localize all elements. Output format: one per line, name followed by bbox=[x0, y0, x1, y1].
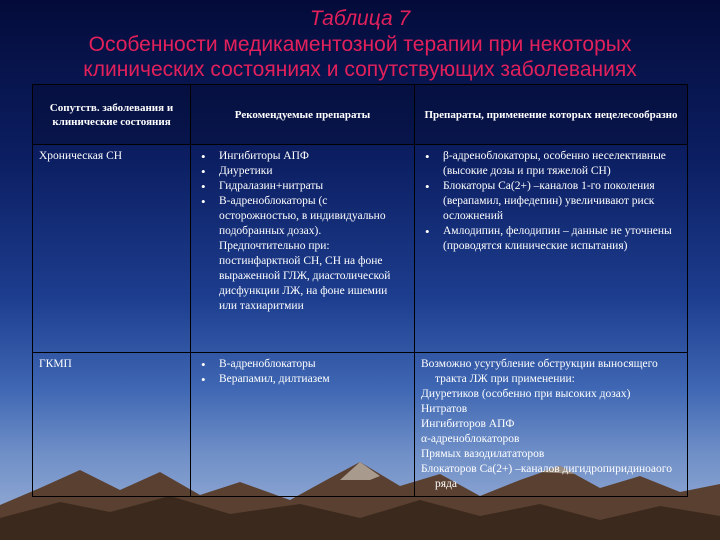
list-item: • Диуретики bbox=[219, 164, 408, 179]
not-recommended-list bbox=[421, 149, 681, 254]
table-row bbox=[33, 353, 688, 497]
text-line: Прямых вазодилататоров bbox=[421, 448, 545, 460]
list-item: • Гидралазин+нитраты bbox=[219, 179, 408, 194]
table-row bbox=[33, 145, 688, 353]
not-recommended-cell bbox=[415, 145, 688, 353]
list-item: • Амлодипин, фелодипин – данные не уточнены (проводятся клинические испытания) bbox=[443, 224, 681, 254]
text-line: Возможно усугубление обструкции выносящего тракта ЛЖ при применении: bbox=[421, 358, 658, 385]
condition-cell: Хроническая СН bbox=[33, 145, 191, 353]
text-line: Диуретиков (особенно при высоких дозах) bbox=[421, 388, 631, 400]
page-title-line-2: клинических состояниях и сопутствующих заболеваниях bbox=[83, 58, 637, 81]
recommended-list bbox=[197, 149, 408, 314]
text-line: Блокаторов Са(2+) –каналов дигидропиридиноаого ряда bbox=[421, 463, 672, 490]
header-not-recommended: Препараты, применение которых нецелесообразно bbox=[415, 85, 688, 145]
text-line: Ингибиторов АПФ bbox=[421, 418, 515, 430]
list-item: • Верапамил, дилтиазем bbox=[219, 372, 408, 387]
list-item: • Блокаторы Са(2+) –каналов 1-го поколения (верапамил, нифедепин) увеличивают риск осложнений bbox=[443, 179, 681, 224]
recommended-list bbox=[197, 357, 408, 387]
recommended-cell bbox=[191, 353, 415, 497]
page-title-line-1: Особенности медикаментозной терапии при некоторых bbox=[88, 33, 632, 56]
title-block bbox=[0, 6, 720, 82]
list-item: • В-адреноблокаторы bbox=[219, 357, 408, 372]
condition-cell: ГКМП bbox=[33, 353, 191, 497]
text-line: α-адреноблокаторов bbox=[421, 433, 520, 445]
list-item: • Ингибиторы АПФ bbox=[219, 149, 408, 164]
recommended-cell bbox=[191, 145, 415, 353]
not-recommended-cell bbox=[415, 353, 688, 497]
list-item: • В-адреноблокаторы (с осторожностью, в индивидуально подобранных дозах). Предпочтительно при: постинфарктной СН, СН на фоне выраженной ГЛЖ, диастолической дисфункции ЛЖ, на фоне ишемии или тахиаритмии bbox=[219, 194, 408, 314]
header-condition: Сопутств. заболевания и клинические состояния bbox=[33, 85, 191, 145]
header-recommended: Рекомендуемые препараты bbox=[191, 85, 415, 145]
list-item: • β-адреноблокаторы, особенно неселективные (высокие дозы и при тяжелой СН) bbox=[443, 149, 681, 179]
table-number: Таблица 7 bbox=[309, 7, 411, 30]
table-header-row bbox=[33, 85, 688, 145]
text-line: Нитратов bbox=[421, 403, 468, 415]
therapy-table bbox=[32, 84, 688, 497]
